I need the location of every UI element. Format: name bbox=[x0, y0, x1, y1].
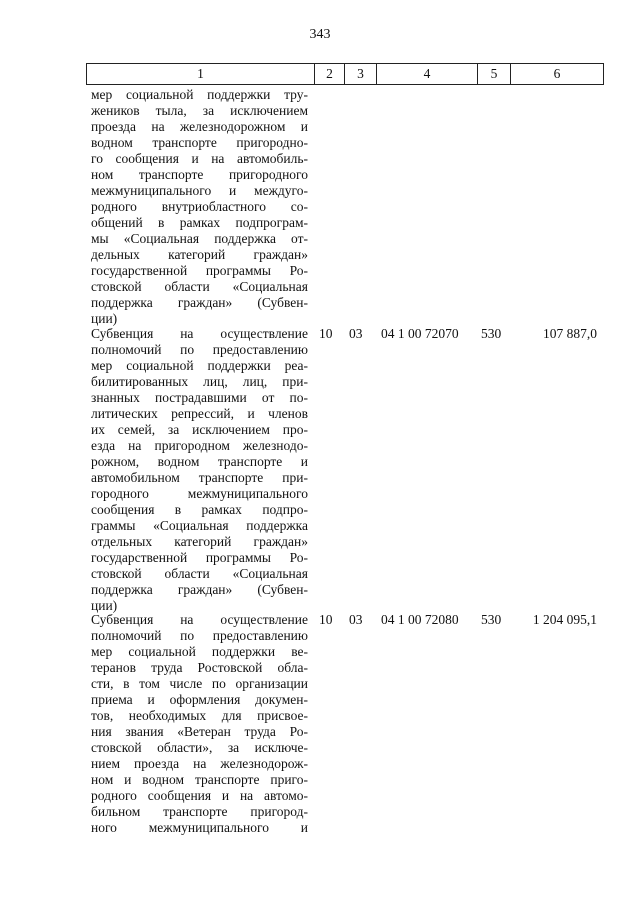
description-line: их семей, за исключением про- bbox=[91, 422, 308, 437]
description-line: стовской области «Социальная bbox=[91, 566, 308, 581]
row-description bbox=[91, 87, 308, 327]
header-col-3: 3 bbox=[345, 64, 377, 85]
description-line: Субвенция на осуществление bbox=[91, 326, 308, 341]
description-line: Субвенция на осуществление bbox=[91, 612, 308, 627]
description-line: поддержка граждан» (Субвен- bbox=[91, 295, 308, 310]
target-article-code: 04 1 00 72070 bbox=[381, 326, 459, 341]
description-line: нием проезда на железнодорож- bbox=[91, 756, 308, 771]
description-line: дельных категорий граждан» bbox=[91, 247, 308, 262]
amount: 1 204 095,1 bbox=[532, 612, 597, 627]
description-line: ном транспорте пригородного bbox=[91, 167, 308, 182]
expense-type-code: 530 bbox=[481, 326, 502, 341]
description-line: ния звания «Ветеран труда Ро- bbox=[91, 724, 308, 739]
description-line: государственной программы Ро- bbox=[91, 550, 308, 565]
description-line: полномочий по предоставлению bbox=[91, 628, 308, 643]
row-description bbox=[91, 326, 308, 614]
page-number: 343 bbox=[309, 27, 331, 42]
description-line: сти, в том числе по организации bbox=[91, 676, 308, 691]
description-line: государственной программы Ро- bbox=[91, 263, 308, 278]
description-line: мер социальной поддержки тру- bbox=[91, 87, 308, 102]
subsection-code: 03 bbox=[349, 326, 363, 341]
description-line: граммы «Социальная поддержка bbox=[91, 518, 308, 533]
description-line: литических репрессий, и членов bbox=[91, 406, 308, 421]
section-code: 10 bbox=[319, 326, 333, 341]
description-line: ции) bbox=[91, 598, 118, 613]
description-line: полномочий по предоставлению bbox=[91, 342, 308, 357]
description-line: теранов труда Ростовской обла- bbox=[91, 660, 308, 675]
description-line: родного внутриобластного со- bbox=[91, 199, 308, 214]
description-line: тов, необходимых для присвое- bbox=[91, 708, 308, 723]
description-line: ции) bbox=[91, 311, 118, 326]
row-description bbox=[91, 612, 308, 836]
description-line: мер социальной поддержки реа- bbox=[91, 358, 308, 373]
header-col-4: 4 bbox=[377, 64, 478, 85]
header-col-1: 1 bbox=[87, 64, 315, 85]
description-line: проезда на железнодорожном и bbox=[91, 119, 308, 134]
description-line: мы «Социальная поддержка от- bbox=[91, 231, 308, 246]
description-line: отдельных категорий граждан» bbox=[91, 534, 308, 549]
description-line: поддержка граждан» (Субвен- bbox=[91, 582, 308, 597]
description-line: го сообщения и на автомобиль- bbox=[91, 151, 308, 166]
table-header bbox=[86, 63, 604, 85]
header-col-2: 2 bbox=[315, 64, 345, 85]
header-col-5: 5 bbox=[478, 64, 511, 85]
description-line: мер социальной поддержки ве- bbox=[91, 644, 308, 659]
description-line: приема и оформления докумен- bbox=[91, 692, 308, 707]
subsection-code: 03 bbox=[349, 612, 363, 627]
description-line: водном транспорте пригородно- bbox=[91, 135, 308, 150]
description-line: стовской области», за исключе- bbox=[91, 740, 308, 755]
description-line: знанных пострадавшими от по- bbox=[91, 390, 308, 405]
description-line: езда на пригородном железнодо- bbox=[91, 438, 308, 453]
description-line: общений в рамках подпрограм- bbox=[91, 215, 308, 230]
amount: 107 887,0 bbox=[543, 326, 597, 341]
expense-type-code: 530 bbox=[481, 612, 502, 627]
description-line: автомобильном транспорте при- bbox=[91, 470, 308, 485]
description-line: жеников тыла, за исключением bbox=[91, 103, 308, 118]
description-line: ного межмуниципального и bbox=[91, 820, 308, 835]
description-line: ном и водном транспорте приго- bbox=[91, 772, 308, 787]
description-line: межмуниципального и междуго- bbox=[91, 183, 308, 198]
description-line: бильном транспорте пригород- bbox=[91, 804, 308, 819]
description-line: городного межмуниципального bbox=[91, 486, 308, 501]
description-line: стовской области «Социальная bbox=[91, 279, 308, 294]
description-line: рожном, водном транспорте и bbox=[91, 454, 308, 469]
description-line: родного сообщения и на автомо- bbox=[91, 788, 308, 803]
header-col-6: 6 bbox=[511, 64, 604, 85]
target-article-code: 04 1 00 72080 bbox=[381, 612, 459, 627]
description-line: сообщения в рамках подпро- bbox=[91, 502, 308, 517]
description-line: билитированных лиц, лиц, при- bbox=[91, 374, 308, 389]
section-code: 10 bbox=[319, 612, 333, 627]
